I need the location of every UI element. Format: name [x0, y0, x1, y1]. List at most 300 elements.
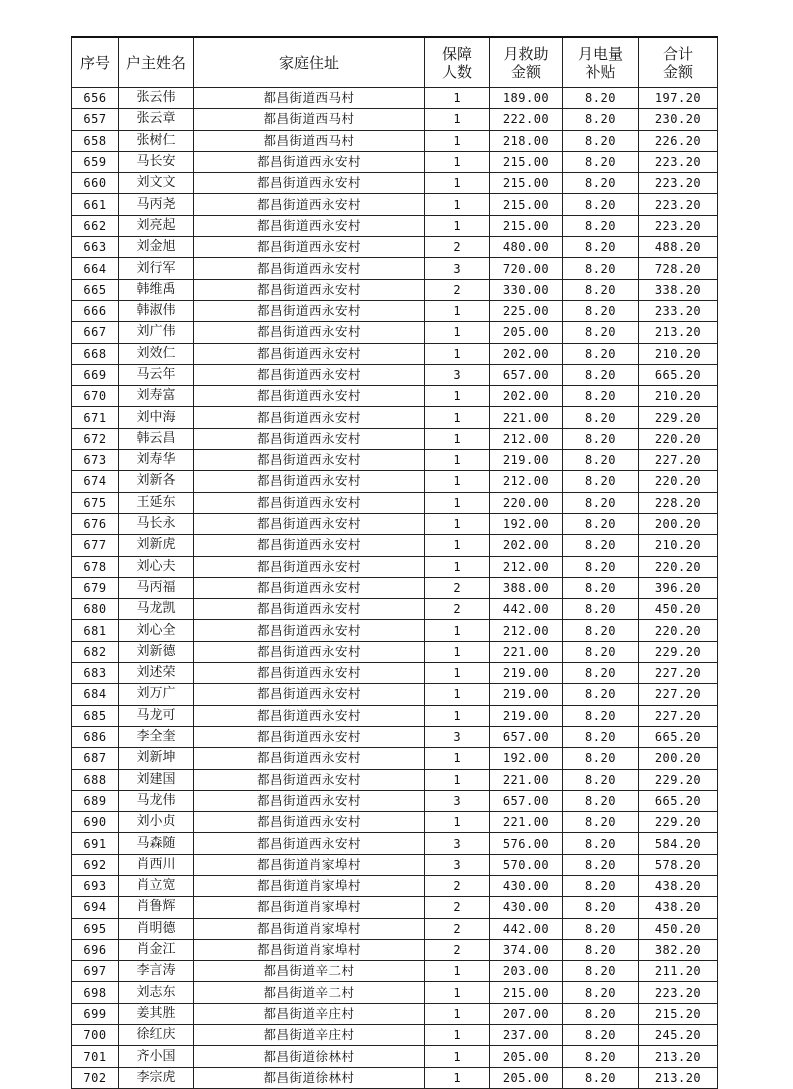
address-cell: 都昌街道辛二村: [194, 961, 425, 982]
table-row: [72, 684, 718, 705]
seq-cell: 659: [72, 151, 119, 172]
people-cell: 1: [425, 322, 490, 343]
total-cell: 223.20: [639, 982, 718, 1003]
table-row: [72, 300, 718, 321]
table-row: [72, 237, 718, 258]
address-cell: 都昌街道西永安村: [194, 194, 425, 215]
elec-cell: 8.20: [563, 1067, 639, 1088]
name-cell: 刘心全: [119, 620, 194, 641]
seq-cell: 669: [72, 364, 119, 385]
aid-cell: 219.00: [490, 705, 563, 726]
aid-cell: 215.00: [490, 151, 563, 172]
elec-cell: 8.20: [563, 897, 639, 918]
seq-cell: 673: [72, 450, 119, 471]
address-cell: 都昌街道西永安村: [194, 620, 425, 641]
seq-cell: 660: [72, 173, 119, 194]
aid-cell: 192.00: [490, 513, 563, 534]
people-cell: 1: [425, 748, 490, 769]
name-cell: 刘新虎: [119, 535, 194, 556]
address-cell: 都昌街道肖家埠村: [194, 875, 425, 896]
people-cell: 3: [425, 258, 490, 279]
header-people: [425, 37, 490, 88]
people-cell: 1: [425, 641, 490, 662]
address-cell: 都昌街道西马村: [194, 130, 425, 151]
people-cell: 3: [425, 833, 490, 854]
name-cell: 李全奎: [119, 726, 194, 747]
seq-cell: 664: [72, 258, 119, 279]
table-row: [72, 875, 718, 896]
address-cell: 都昌街道西永安村: [194, 748, 425, 769]
name-cell: 刘金旭: [119, 237, 194, 258]
elec-cell: 8.20: [563, 300, 639, 321]
aid-cell: 430.00: [490, 897, 563, 918]
table-row: [72, 790, 718, 811]
name-cell: 刘新德: [119, 641, 194, 662]
name-cell: 刘心夫: [119, 556, 194, 577]
elec-cell: 8.20: [563, 88, 639, 109]
people-cell: 1: [425, 535, 490, 556]
elec-cell: 8.20: [563, 1025, 639, 1046]
total-cell: 223.20: [639, 151, 718, 172]
seq-cell: 677: [72, 535, 119, 556]
name-cell: 齐小国: [119, 1046, 194, 1067]
name-cell: 刘亮起: [119, 215, 194, 236]
seq-cell: 667: [72, 322, 119, 343]
table-row: [72, 343, 718, 364]
table-row: [72, 982, 718, 1003]
elec-cell: 8.20: [563, 599, 639, 620]
aid-cell: 203.00: [490, 961, 563, 982]
table-row: [72, 407, 718, 428]
table-row: [72, 215, 718, 236]
people-cell: 1: [425, 812, 490, 833]
seq-cell: 695: [72, 918, 119, 939]
address-cell: 都昌街道西永安村: [194, 833, 425, 854]
aid-cell: 576.00: [490, 833, 563, 854]
people-cell: 1: [425, 1067, 490, 1088]
header-total-line2: 金额: [662, 62, 693, 81]
aid-cell: 219.00: [490, 684, 563, 705]
elec-cell: 8.20: [563, 663, 639, 684]
aid-cell: 207.00: [490, 1003, 563, 1024]
table-row: [72, 556, 718, 577]
name-cell: 肖西川: [119, 854, 194, 875]
total-cell: 338.20: [639, 279, 718, 300]
name-cell: 张云伟: [119, 88, 194, 109]
seq-cell: 694: [72, 897, 119, 918]
seq-cell: 683: [72, 663, 119, 684]
address-cell: 都昌街道西永安村: [194, 790, 425, 811]
aid-cell: 202.00: [490, 343, 563, 364]
people-cell: 2: [425, 279, 490, 300]
people-cell: 1: [425, 130, 490, 151]
elec-cell: 8.20: [563, 833, 639, 854]
elec-cell: 8.20: [563, 343, 639, 364]
elec-cell: 8.20: [563, 215, 639, 236]
name-cell: 肖立宽: [119, 875, 194, 896]
aid-cell: 189.00: [490, 88, 563, 109]
seq-cell: 662: [72, 215, 119, 236]
people-cell: 3: [425, 726, 490, 747]
total-cell: 197.20: [639, 88, 718, 109]
people-cell: 1: [425, 1046, 490, 1067]
elec-cell: 8.20: [563, 471, 639, 492]
address-cell: 都昌街道西马村: [194, 88, 425, 109]
name-cell: 马丙尧: [119, 194, 194, 215]
elec-cell: 8.20: [563, 684, 639, 705]
seq-cell: 699: [72, 1003, 119, 1024]
header-monthly-aid: [490, 37, 563, 88]
table-row: [72, 109, 718, 130]
name-cell: 刘广伟: [119, 322, 194, 343]
address-cell: 都昌街道西永安村: [194, 343, 425, 364]
seq-cell: 686: [72, 726, 119, 747]
seq-cell: 693: [72, 875, 119, 896]
table-body: [72, 88, 718, 1089]
address-cell: 都昌街道西永安村: [194, 663, 425, 684]
total-cell: 245.20: [639, 1025, 718, 1046]
header-address-label: 家庭住址: [278, 53, 339, 72]
total-cell: 233.20: [639, 300, 718, 321]
total-cell: 223.20: [639, 215, 718, 236]
aid-cell: 215.00: [490, 215, 563, 236]
total-cell: 228.20: [639, 492, 718, 513]
people-cell: 2: [425, 237, 490, 258]
table-row: [72, 897, 718, 918]
seq-cell: 678: [72, 556, 119, 577]
total-cell: 578.20: [639, 854, 718, 875]
table-row: [72, 279, 718, 300]
people-cell: 2: [425, 577, 490, 598]
aid-cell: 202.00: [490, 386, 563, 407]
address-cell: 都昌街道西永安村: [194, 300, 425, 321]
total-cell: 438.20: [639, 875, 718, 896]
elec-cell: 8.20: [563, 790, 639, 811]
seq-cell: 666: [72, 300, 119, 321]
aid-cell: 219.00: [490, 450, 563, 471]
header-elec-line2: 补贴: [585, 62, 616, 81]
table-row: [72, 854, 718, 875]
total-cell: 230.20: [639, 109, 718, 130]
table-row: [72, 1003, 718, 1024]
total-cell: 210.20: [639, 343, 718, 364]
address-cell: 都昌街道西永安村: [194, 428, 425, 449]
elec-cell: 8.20: [563, 641, 639, 662]
name-cell: 肖鲁辉: [119, 897, 194, 918]
elec-cell: 8.20: [563, 982, 639, 1003]
table-row: [72, 535, 718, 556]
name-cell: 韩维禹: [119, 279, 194, 300]
aid-cell: 388.00: [490, 577, 563, 598]
seq-cell: 702: [72, 1067, 119, 1088]
people-cell: 1: [425, 982, 490, 1003]
total-cell: 223.20: [639, 194, 718, 215]
seq-cell: 689: [72, 790, 119, 811]
people-cell: 1: [425, 407, 490, 428]
elec-cell: 8.20: [563, 258, 639, 279]
seq-cell: 670: [72, 386, 119, 407]
people-cell: 1: [425, 450, 490, 471]
seq-cell: 665: [72, 279, 119, 300]
address-cell: 都昌街道西永安村: [194, 492, 425, 513]
table-row: [72, 1067, 718, 1088]
aid-cell: 330.00: [490, 279, 563, 300]
address-cell: 都昌街道西永安村: [194, 726, 425, 747]
address-cell: 都昌街道西永安村: [194, 364, 425, 385]
address-cell: 都昌街道肖家埠村: [194, 939, 425, 960]
aid-cell: 221.00: [490, 407, 563, 428]
aid-cell: 222.00: [490, 109, 563, 130]
aid-cell: 219.00: [490, 663, 563, 684]
header-seq-label: 序号: [79, 53, 110, 72]
people-cell: 1: [425, 173, 490, 194]
table-row: [72, 918, 718, 939]
aid-cell: 192.00: [490, 748, 563, 769]
table-row: [72, 705, 718, 726]
total-cell: 220.20: [639, 428, 718, 449]
table-row: [72, 726, 718, 747]
table-row: [72, 599, 718, 620]
address-cell: 都昌街道西永安村: [194, 599, 425, 620]
elec-cell: 8.20: [563, 620, 639, 641]
elec-cell: 8.20: [563, 173, 639, 194]
elec-cell: 8.20: [563, 577, 639, 598]
people-cell: 1: [425, 620, 490, 641]
total-cell: 200.20: [639, 748, 718, 769]
people-cell: 1: [425, 1025, 490, 1046]
total-cell: 215.20: [639, 1003, 718, 1024]
table-row: [72, 492, 718, 513]
seq-cell: 680: [72, 599, 119, 620]
total-cell: 210.20: [639, 535, 718, 556]
table-row: [72, 620, 718, 641]
seq-cell: 697: [72, 961, 119, 982]
address-cell: 都昌街道辛庄村: [194, 1025, 425, 1046]
name-cell: 马龙凯: [119, 599, 194, 620]
total-cell: 213.20: [639, 1046, 718, 1067]
aid-cell: 442.00: [490, 599, 563, 620]
seq-cell: 675: [72, 492, 119, 513]
elec-cell: 8.20: [563, 875, 639, 896]
address-cell: 都昌街道徐林村: [194, 1067, 425, 1088]
header-seq: [72, 37, 119, 88]
address-cell: 都昌街道西永安村: [194, 322, 425, 343]
header-people-line1: 保障: [441, 44, 472, 63]
people-cell: 1: [425, 492, 490, 513]
seq-cell: 701: [72, 1046, 119, 1067]
name-cell: 肖金江: [119, 939, 194, 960]
aid-cell: 215.00: [490, 173, 563, 194]
elec-cell: 8.20: [563, 1003, 639, 1024]
elec-cell: 8.20: [563, 726, 639, 747]
table-row: [72, 88, 718, 109]
header-name-label: 户主姓名: [125, 53, 186, 72]
total-cell: 450.20: [639, 599, 718, 620]
people-cell: 2: [425, 918, 490, 939]
name-cell: 刘小贞: [119, 812, 194, 833]
seq-cell: 671: [72, 407, 119, 428]
header-name: [119, 37, 194, 88]
name-cell: 韩云昌: [119, 428, 194, 449]
aid-cell: 212.00: [490, 620, 563, 641]
total-cell: 227.20: [639, 705, 718, 726]
elec-cell: 8.20: [563, 386, 639, 407]
elec-cell: 8.20: [563, 961, 639, 982]
total-cell: 227.20: [639, 684, 718, 705]
name-cell: 马龙伟: [119, 790, 194, 811]
total-cell: 213.20: [639, 322, 718, 343]
elec-cell: 8.20: [563, 535, 639, 556]
total-cell: 438.20: [639, 897, 718, 918]
table-header: [72, 37, 718, 88]
total-cell: 229.20: [639, 769, 718, 790]
address-cell: 都昌街道西永安村: [194, 471, 425, 492]
elec-cell: 8.20: [563, 854, 639, 875]
elec-cell: 8.20: [563, 194, 639, 215]
aid-cell: 218.00: [490, 130, 563, 151]
name-cell: 刘效仁: [119, 343, 194, 364]
address-cell: 都昌街道西永安村: [194, 279, 425, 300]
table-row: [72, 961, 718, 982]
people-cell: 2: [425, 939, 490, 960]
total-cell: 229.20: [639, 812, 718, 833]
total-cell: 200.20: [639, 513, 718, 534]
people-cell: 1: [425, 705, 490, 726]
total-cell: 665.20: [639, 790, 718, 811]
name-cell: 刘寿富: [119, 386, 194, 407]
seq-cell: 679: [72, 577, 119, 598]
address-cell: 都昌街道徐林村: [194, 1046, 425, 1067]
name-cell: 刘文文: [119, 173, 194, 194]
elec-cell: 8.20: [563, 130, 639, 151]
total-cell: 220.20: [639, 620, 718, 641]
aid-cell: 221.00: [490, 769, 563, 790]
header-row: [72, 37, 718, 88]
address-cell: 都昌街道西永安村: [194, 513, 425, 534]
table-row: [72, 513, 718, 534]
table-row: [72, 663, 718, 684]
elec-cell: 8.20: [563, 939, 639, 960]
aid-cell: 212.00: [490, 556, 563, 577]
name-cell: 刘建国: [119, 769, 194, 790]
name-cell: 刘新各: [119, 471, 194, 492]
people-cell: 1: [425, 961, 490, 982]
total-cell: 210.20: [639, 386, 718, 407]
elec-cell: 8.20: [563, 109, 639, 130]
aid-cell: 205.00: [490, 322, 563, 343]
elec-cell: 8.20: [563, 748, 639, 769]
seq-cell: 684: [72, 684, 119, 705]
seq-cell: 658: [72, 130, 119, 151]
name-cell: 刘寿华: [119, 450, 194, 471]
seq-cell: 687: [72, 748, 119, 769]
address-cell: 都昌街道西永安村: [194, 173, 425, 194]
table-row: [72, 173, 718, 194]
address-cell: 都昌街道西永安村: [194, 386, 425, 407]
address-cell: 都昌街道西永安村: [194, 577, 425, 598]
address-cell: 都昌街道西永安村: [194, 151, 425, 172]
address-cell: 都昌街道西永安村: [194, 769, 425, 790]
name-cell: 王延东: [119, 492, 194, 513]
total-cell: 665.20: [639, 726, 718, 747]
address-cell: 都昌街道西永安村: [194, 258, 425, 279]
aid-cell: 657.00: [490, 790, 563, 811]
name-cell: 刘行军: [119, 258, 194, 279]
people-cell: 1: [425, 428, 490, 449]
seq-cell: 690: [72, 812, 119, 833]
people-cell: 1: [425, 343, 490, 364]
name-cell: 马长永: [119, 513, 194, 534]
name-cell: 马丙福: [119, 577, 194, 598]
seq-cell: 661: [72, 194, 119, 215]
seq-cell: 700: [72, 1025, 119, 1046]
table-row: [72, 258, 718, 279]
table-row: [72, 939, 718, 960]
people-cell: 3: [425, 854, 490, 875]
aid-cell: 205.00: [490, 1067, 563, 1088]
seq-cell: 688: [72, 769, 119, 790]
seq-cell: 691: [72, 833, 119, 854]
aid-cell: 720.00: [490, 258, 563, 279]
elec-cell: 8.20: [563, 322, 639, 343]
table-row: [72, 322, 718, 343]
address-cell: 都昌街道西永安村: [194, 535, 425, 556]
address-cell: 都昌街道西永安村: [194, 812, 425, 833]
aid-cell: 220.00: [490, 492, 563, 513]
people-cell: 1: [425, 663, 490, 684]
total-cell: 229.20: [639, 641, 718, 662]
table-row: [72, 151, 718, 172]
table-row: [72, 641, 718, 662]
elec-cell: 8.20: [563, 237, 639, 258]
seq-cell: 668: [72, 343, 119, 364]
aid-cell: 215.00: [490, 194, 563, 215]
seq-cell: 663: [72, 237, 119, 258]
total-cell: 229.20: [639, 407, 718, 428]
total-cell: 227.20: [639, 450, 718, 471]
elec-cell: 8.20: [563, 428, 639, 449]
address-cell: 都昌街道西永安村: [194, 450, 425, 471]
aid-cell: 237.00: [490, 1025, 563, 1046]
people-cell: 2: [425, 875, 490, 896]
table-row: [72, 1025, 718, 1046]
address-cell: 都昌街道西永安村: [194, 684, 425, 705]
seq-cell: 657: [72, 109, 119, 130]
table-row: [72, 748, 718, 769]
people-cell: 3: [425, 364, 490, 385]
people-cell: 2: [425, 599, 490, 620]
name-cell: 李宗虎: [119, 1067, 194, 1088]
people-cell: 1: [425, 513, 490, 534]
name-cell: 张云章: [119, 109, 194, 130]
elec-cell: 8.20: [563, 513, 639, 534]
name-cell: 徐红庆: [119, 1025, 194, 1046]
total-cell: 227.20: [639, 663, 718, 684]
name-cell: 马龙可: [119, 705, 194, 726]
aid-cell: 430.00: [490, 875, 563, 896]
aid-cell: 657.00: [490, 726, 563, 747]
people-cell: 1: [425, 684, 490, 705]
people-cell: 1: [425, 109, 490, 130]
total-cell: 382.20: [639, 939, 718, 960]
elec-cell: 8.20: [563, 812, 639, 833]
seq-cell: 682: [72, 641, 119, 662]
relief-table: [71, 36, 718, 1089]
aid-cell: 221.00: [490, 812, 563, 833]
aid-cell: 225.00: [490, 300, 563, 321]
name-cell: 马森随: [119, 833, 194, 854]
seq-cell: 681: [72, 620, 119, 641]
